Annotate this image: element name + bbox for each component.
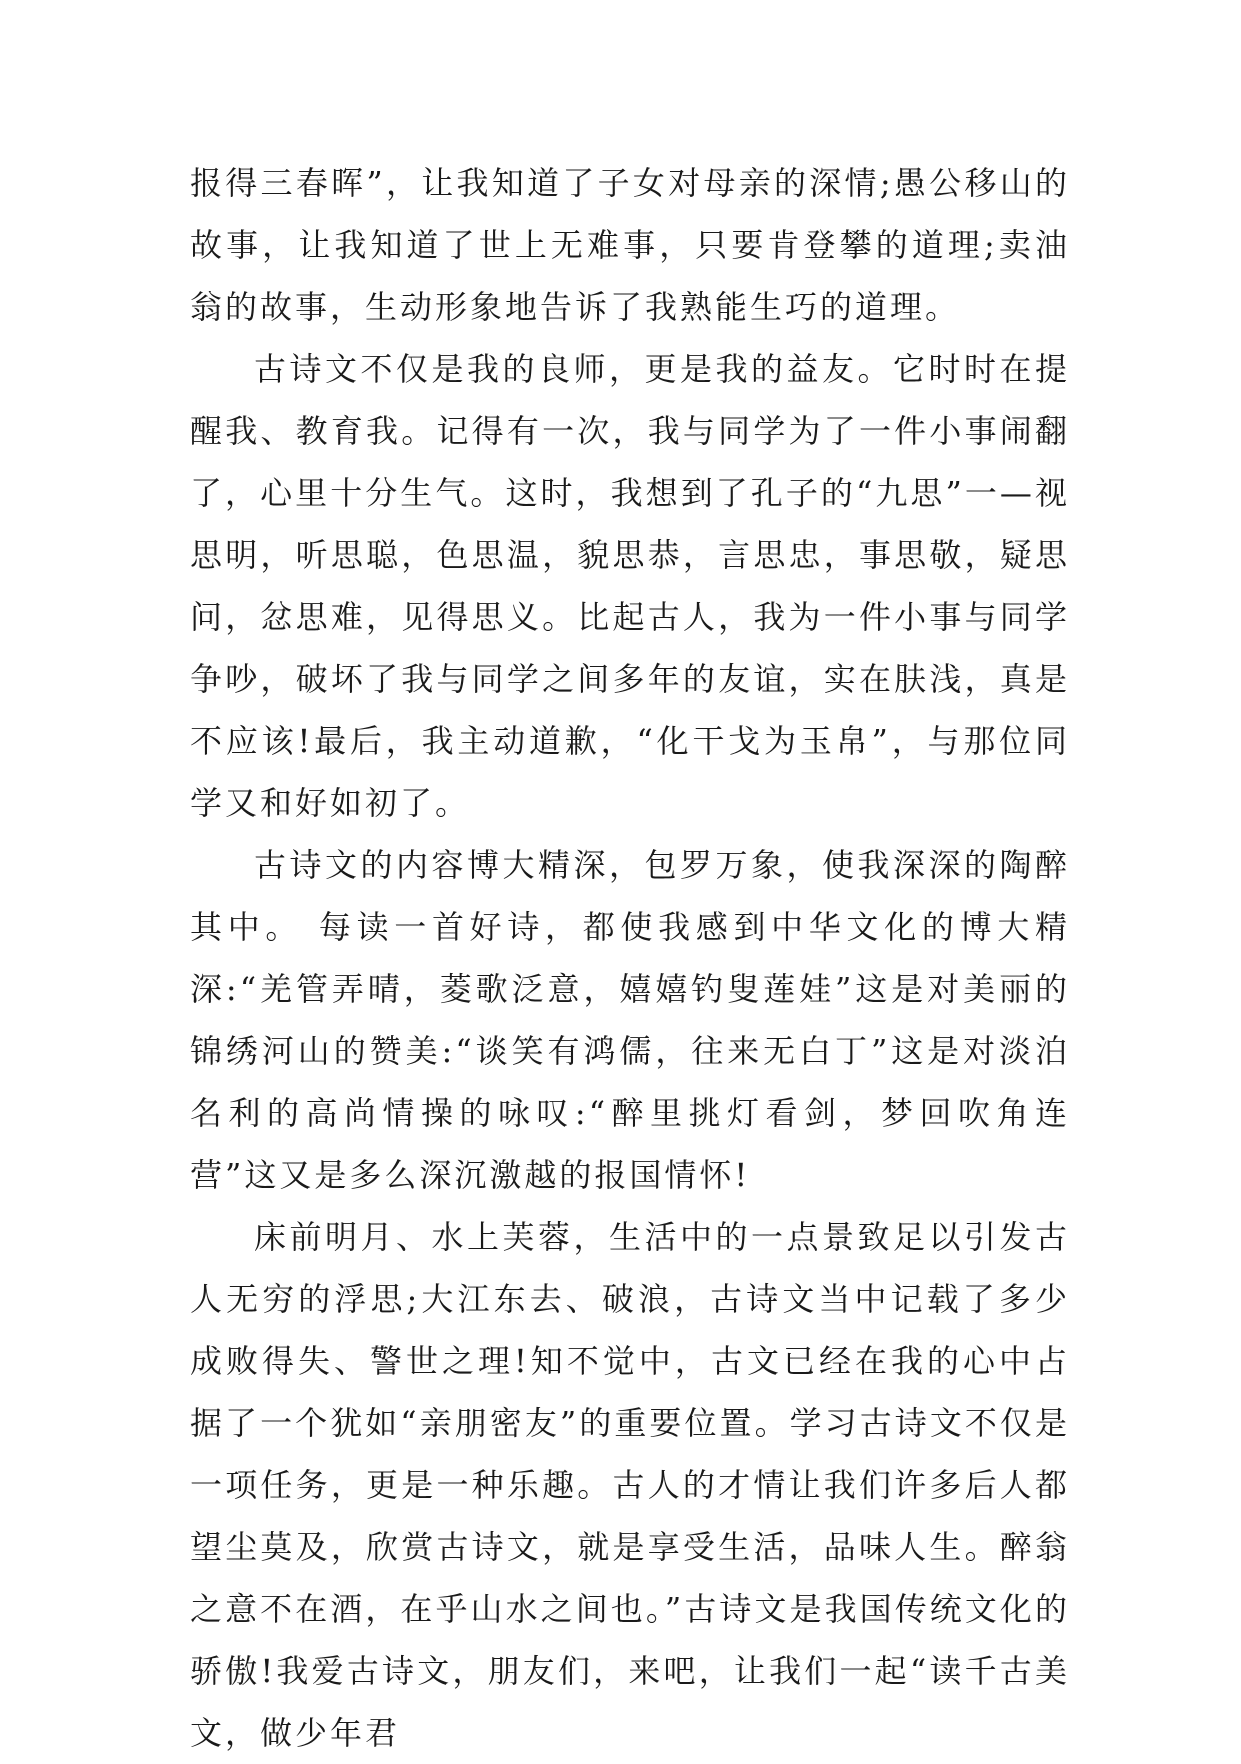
paragraph-1: 报得三春晖”，让我知道了子女对母亲的深情;愚公移山的故事，让我知道了世上无难事，只要肯登攀的道理;卖油翁的故事，生动形象地告诉了我熟能生巧的道理。 (190, 164, 1070, 326)
paragraph-4: 床前明月、水上芙蓉，生活中的一点景致足以引发古人无穷的浮思;大江东去、破浪，古诗文当中记载了多少成败得失、警世之理!知不觉中，古文已经在我的心中占据了一个犹如“亲朋密友”的重要位置。学习古诗文不仅是一项任务，更是一种乐趣。古人的才情让我们许多后人都望尘莫及，欣赏古诗文，就是享受生活，品味人生。醉翁之意不在酒，在乎山水之间也。”古诗文是我国传统文化的骄傲!我爱古诗文，朋友们，来吧，让我们一起“读千古美文，做少年君 (190, 1218, 1070, 1752)
paragraph-3: 古诗文的内容博大精深，包罗万象，使我深深的陶醉其中。 每读一首好诗，都使我感到中华文化的博大精深:“羌管弄晴，菱歌泛意，嬉嬉钓叟莲娃”这是对美丽的锦绣河山的赞美:“谈笑有鸿儒，往来无白丁”这是对淡泊名利的高尚情操的咏叹:“醉里挑灯看剑，梦回吹角连营”这又是多么深沉激越的报国情怀! (190, 846, 1070, 1194)
paragraph-2: 古诗文不仅是我的良师，更是我的益友。它时时在提醒我、教育我。记得有一次，我与同学为了一件小事闹翻了，心里十分生气。这时，我想到了孔子的“九思”一—视思明，听思聪，色思温，貌思恭，言思忠，事思敬，疑思问，忿思难，见得思义。比起古人，我为一件小事与同学争吵，破坏了我与同学之间多年的友谊，实在肤浅，真是不应该!最后，我主动道歉，“化干戈为玉帛”，与那位同学又和好如初了。 (190, 350, 1070, 822)
essay-body (190, 152, 1070, 1764)
